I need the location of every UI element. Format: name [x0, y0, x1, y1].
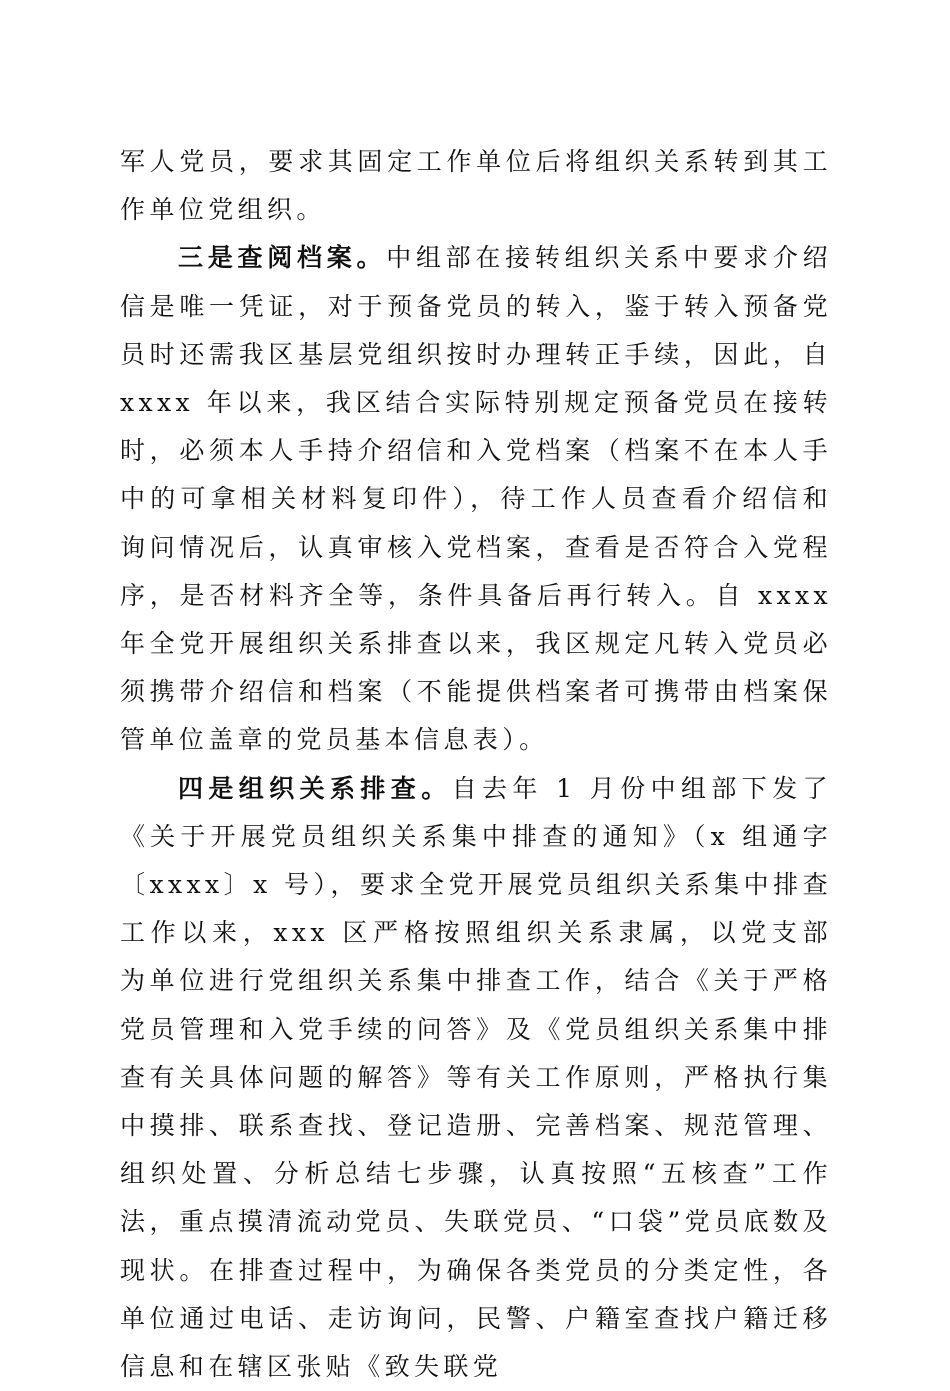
paragraph-1-text: 军人党员，要求其固定工作单位后将组织关系转到其工作单位党组织。: [120, 147, 832, 225]
paragraph-2-lead: 三是查阅档案。: [178, 243, 387, 273]
paragraph-3: [120, 765, 832, 1391]
paragraph-2: [120, 234, 832, 764]
paragraph-3-lead: 四是组织关系排查。: [178, 773, 452, 803]
paragraph-2-text: 中组部在接转组织关系中要求介绍信是唯一凭证，对于预备党员的转入，鉴于转入预备党员时还需我区基层党组织按时办理转正手续，因此，自 xxxx 年以来，我区结合实际特别规定预备党员在接转时，必须本人手持介绍信和入党档案（档案不在本人手中的可拿相关材料复印件），待工作人员查看介绍信和询问情况后，认真审核入党档案，查看是否符合入党程序，是否材料齐全等，条件具备后再行转入。自 xxxx 年全党开展组织关系排查以来，我区规定凡转入党员必须携带介绍信和档案（不能提供档案者可携带由档案保管单位盖章的党员基本信息表）。: [120, 243, 832, 755]
paragraph-1: [120, 138, 832, 234]
document-body: [120, 138, 832, 1391]
paragraph-3-text: 自去年 1 月份中组部下发了《关于开展党员组织关系集中排查的通知》（x 组通字〔xxxx〕x 号），要求全党开展党员组织关系集中排查工作以来，xxx 区严格按照组织关系隶属，以党支部为单位进行党组织关系集中排查工作，结合《关于严格党员管理和入党手续的问答》及《党员组织关系集中排查有关具体问题的解答》等有关工作原则，严格执行集中摸排、联系查找、登记造册、完善档案、规范管理、组织处置、分析总结七步骤，认真按照“五核查”工作法，重点摸清流动党员、失联党员、“口袋”党员底数及现状。在排查过程中，为确保各类党员的分类定性，各单位通过电话、走访询问，民警、户籍室查找户籍迁移信息和在辖区张贴《致失联党: [120, 773, 833, 1382]
